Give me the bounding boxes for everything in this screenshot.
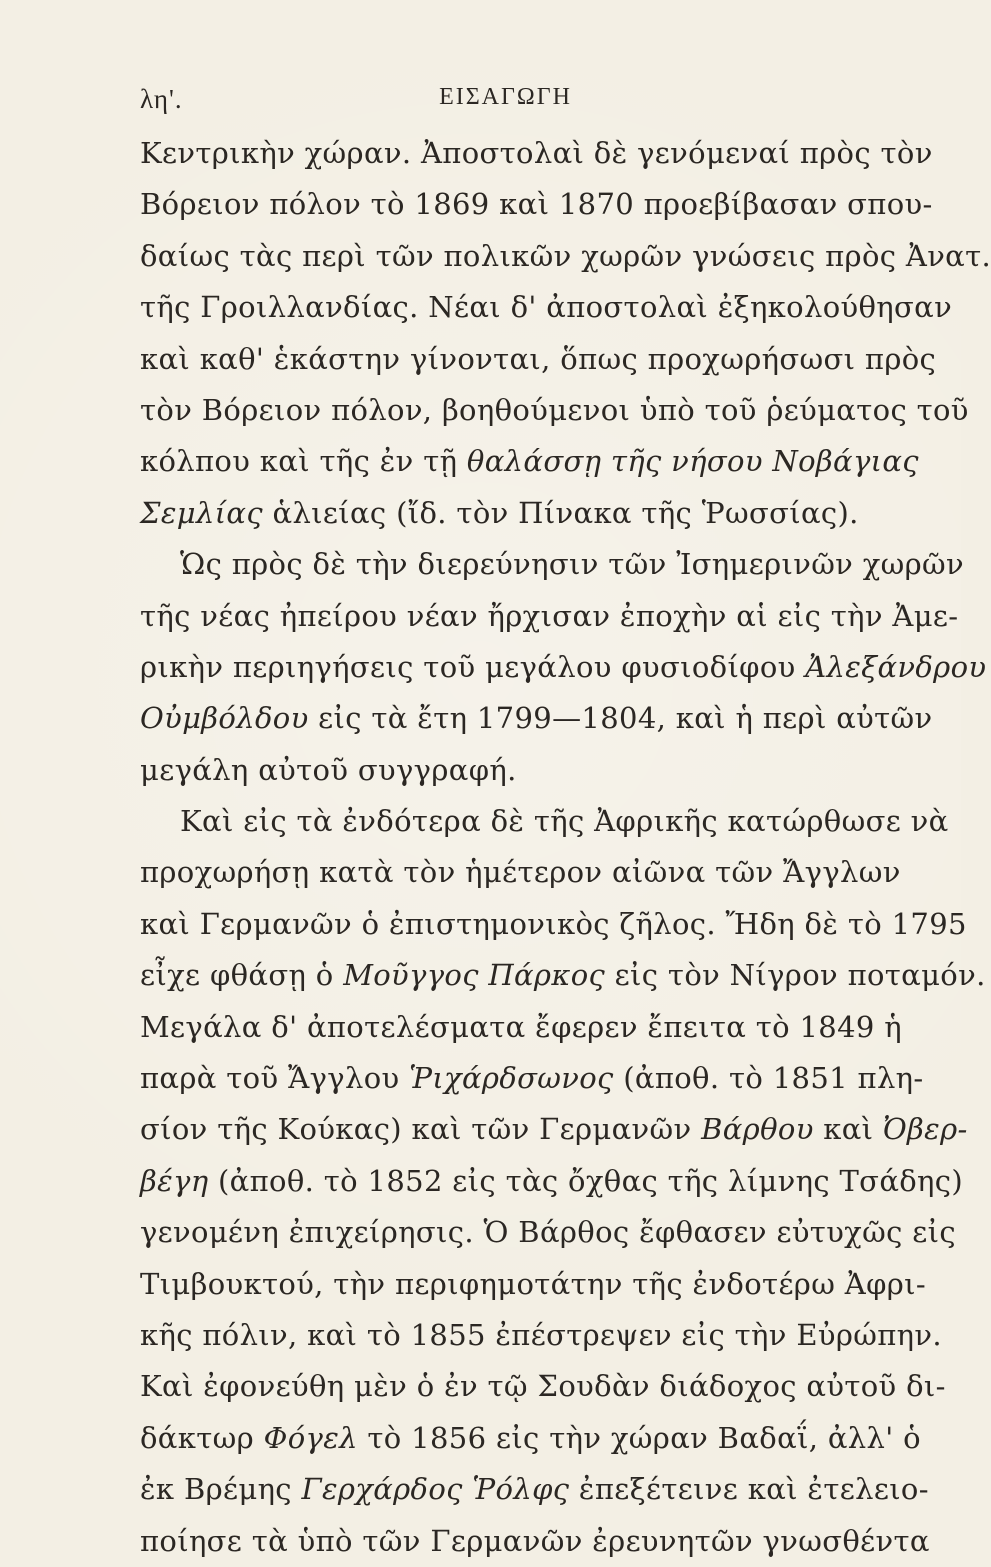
text-run: Καὶ ἐφονεύθη μὲν ὁ ἐν τῷ Σουδὰν διάδοχος αὐτοῦ δι-	[140, 1369, 946, 1404]
text-line	[140, 642, 987, 693]
text-line	[140, 179, 933, 230]
text-line	[140, 1002, 900, 1053]
text-line	[140, 1516, 930, 1567]
text-line	[140, 231, 991, 282]
text-line	[140, 128, 933, 179]
text-line	[140, 847, 900, 898]
body-text	[140, 128, 991, 1567]
text-line	[140, 950, 986, 1001]
text-run: παρὰ τοῦ Ἄγγλου	[140, 1061, 410, 1096]
text-line	[140, 1207, 956, 1258]
text-run: Καὶ εἰς τὰ ἐνδότερα δὲ τῆς Ἀφρικῆς κατώρθωσε νὰ	[180, 804, 949, 839]
page-number: λη'.	[140, 84, 183, 114]
text-line	[140, 282, 953, 333]
text-line	[140, 488, 900, 539]
text-run: γενομένη ἐπιχείρησις. Ὁ Βάρθος ἔφθασεν εὐτυχῶς εἰς	[140, 1215, 956, 1250]
text-line	[140, 1156, 964, 1207]
italic-text: Βάρθου	[701, 1112, 814, 1147]
text-line	[140, 693, 933, 744]
text-run: δάκτωρ	[140, 1420, 264, 1455]
text-run: εἰς τὸν Νίγρον ποταμόν.	[605, 958, 986, 993]
text-run: τὸ 1856 εἰς τὴν χώραν Βαδαΐ, ἀλλ' ὁ	[357, 1420, 921, 1455]
text-run: (ἀποθ. τὸ 1852 εἰς τὰς ὄχθας τῆς λίμνης Τσάδης)	[208, 1163, 964, 1198]
italic-text: Ὀβερ-	[882, 1112, 968, 1147]
text-line	[140, 591, 959, 642]
text-run: ποίησε τὰ ὑπὸ τῶν Γερμανῶν ἐρευνητῶν γνωσθέντα	[140, 1523, 930, 1558]
italic-text: Ῥιχάρδσωνος	[409, 1061, 614, 1096]
text-line	[140, 334, 937, 385]
text-run: καὶ Γερμανῶν ὁ ἐπιστημονικὸς ζῆλος. Ἤδη δὲ τὸ 1795	[140, 906, 967, 941]
text-run: δαίως τὰς περὶ τῶν πολικῶν χωρῶν γνώσεις πρὸς Ἀνατ.	[140, 238, 991, 273]
text-run: Βόρειον πόλον τὸ 1869 καὶ 1870 προεβίβασαν σπου-	[140, 187, 933, 222]
italic-text: Οὐμβόλδου	[140, 701, 309, 736]
text-line	[140, 1104, 968, 1155]
text-line	[140, 1413, 921, 1464]
italic-text: Ἀλεξάνδρου	[805, 649, 987, 684]
text-run: τῆς Γροιλλανδίας. Νέαι δ' ἀποστολαὶ ἐξηκολούθησαν	[140, 290, 953, 325]
text-run: ρικὴν περιηγήσεις τοῦ μεγάλου φυσιοδίφου	[140, 649, 806, 684]
text-line	[140, 385, 969, 436]
text-run: Κεντρικὴν χώραν. Ἀποστολαὶ δὲ γενόμεναί πρὸς τὸν	[140, 136, 933, 170]
text-run: εἶχε φθάσῃ ὁ	[140, 958, 344, 993]
text-line	[140, 1361, 946, 1412]
text-run: μεγάλη αὐτοῦ συγγραφή.	[140, 752, 517, 787]
text-run: κῆς πόλιν, καὶ τὸ 1855 ἐπέστρεψεν εἰς τὴν Εὐρώπην.	[140, 1317, 942, 1352]
text-line	[140, 1464, 929, 1515]
text-run: τῆς νέας ἠπείρου νέαν ἤρχισαν ἐποχὴν αἱ εἰς τὴν Ἀμε-	[140, 598, 959, 633]
text-line	[140, 899, 967, 950]
text-run: ἐκ Βρέμης	[140, 1472, 302, 1507]
running-title: ΕΙΣΑΓΩΓΗ	[439, 84, 572, 110]
italic-text: Μοῦγγος Πάρκος	[343, 958, 606, 993]
text-line	[140, 436, 919, 487]
text-run: κόλπου καὶ τῆς ἐν τῇ	[140, 444, 467, 479]
text-run: προχωρήσῃ κατὰ τὸν ἡμέτερον αἰῶνα τῶν Ἄγγλων	[140, 855, 901, 890]
italic-text: Σεμλίας	[140, 495, 263, 530]
text-line	[140, 796, 949, 847]
italic-text: θαλάσσῃ τῆς νήσου Νοβάγιας	[466, 444, 919, 479]
running-header	[140, 84, 871, 124]
italic-text: Γερχάρδος Ῥόλφς	[301, 1472, 570, 1507]
text-run: ἐπεξέτεινε καὶ ἐτελειο-	[569, 1472, 929, 1507]
text-run: τὸν Βόρειον πόλον, βοηθούμενοι ὑπὸ τοῦ ῥεύματος τοῦ	[140, 392, 969, 427]
text-line	[140, 1259, 926, 1310]
text-run: καὶ καθ' ἑκάστην γίνονται, ὅπως προχωρήσωσι πρὸς	[140, 341, 937, 376]
italic-text: Φόγελ	[263, 1420, 358, 1455]
text-run: Μεγάλα δ' ἀποτελέσματα ἔφερεν ἔπειτα τὸ 1849 ἡ	[140, 1009, 902, 1044]
text-run: σίον τῆς Κούκας) καὶ τῶν Γερμανῶν	[140, 1112, 702, 1147]
text-line	[140, 745, 900, 796]
text-run: Ὡς πρὸς δὲ τὴν διερεύνησιν τῶν Ἰσημερινῶν χωρῶν	[180, 547, 965, 582]
text-line	[140, 1310, 942, 1361]
italic-text: βέγη	[140, 1163, 209, 1198]
text-run: Τιμβουκτού, τὴν περιφημοτάτην τῆς ἐνδοτέρω Ἀφρι-	[140, 1266, 926, 1301]
text-line	[140, 1053, 924, 1104]
text-run: εἰς τὰ ἔτη 1799—1804, καὶ ἡ περὶ αὐτῶν	[308, 701, 933, 736]
text-line	[140, 539, 965, 590]
text-run: καὶ	[813, 1112, 883, 1147]
text-run: (ἀποθ. τὸ 1851 πλη-	[613, 1061, 924, 1096]
text-run: ἁλιείας (ἴδ. τὸν Πίνακα τῆς Ῥωσσίας).	[262, 495, 859, 530]
